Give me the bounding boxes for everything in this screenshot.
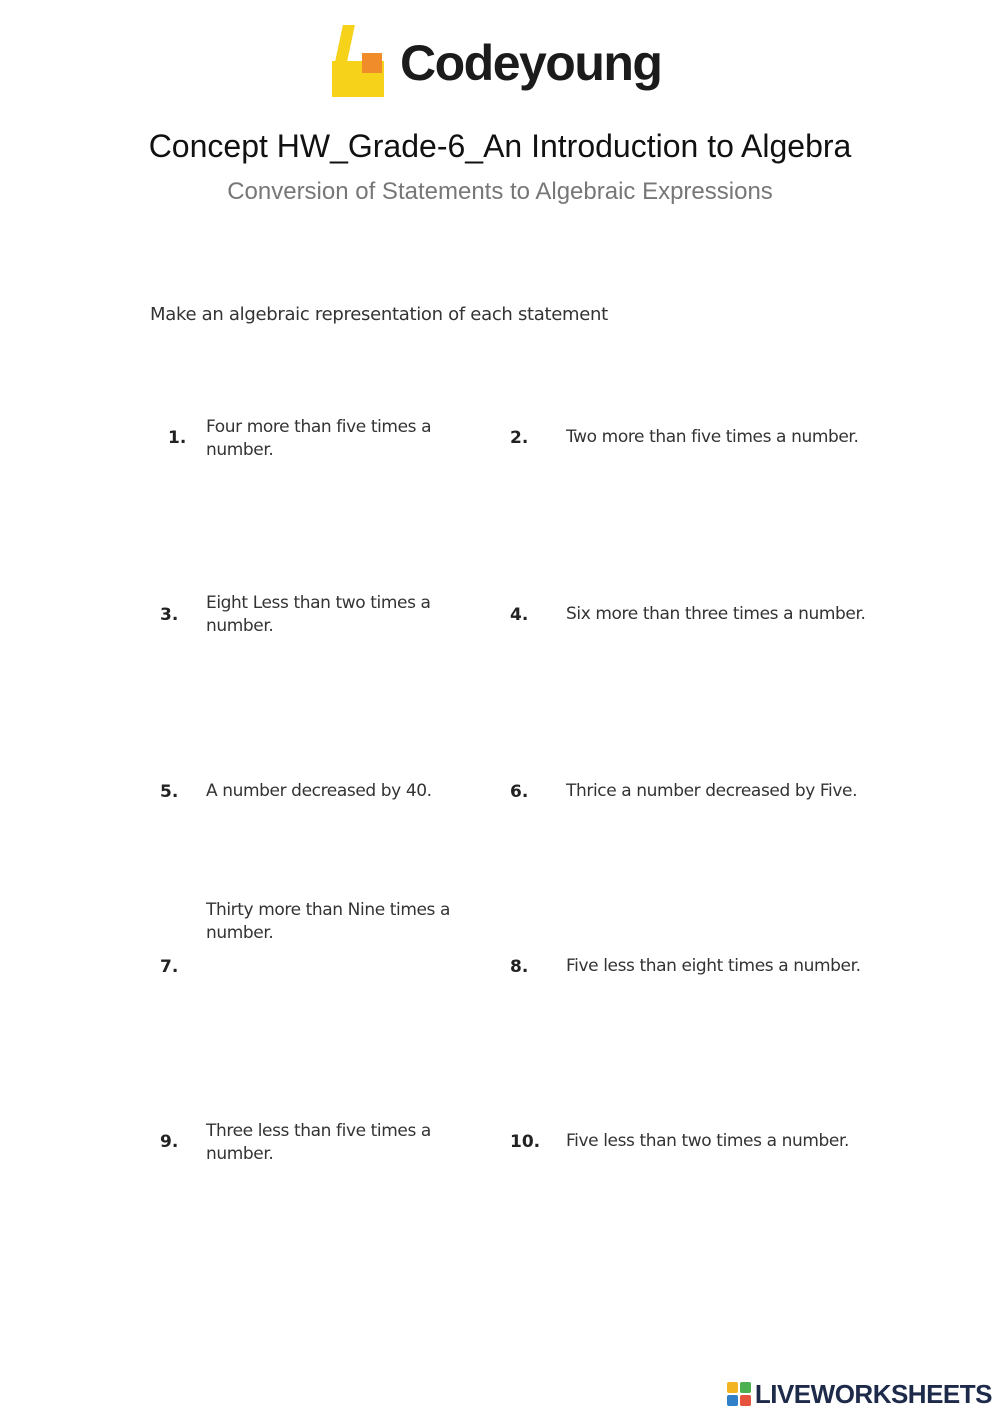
question-8-number: 8. — [510, 957, 529, 977]
question-4-text: Six more than three times a number. — [566, 604, 866, 624]
question-5-text: A number decreased by 40. — [206, 781, 432, 801]
question-3-text: Eight Less than two times a number. — [206, 593, 431, 636]
question-2-number: 2. — [510, 428, 529, 448]
question-10-text: Five less than two times a number. — [566, 1131, 849, 1151]
codeyoung-logo — [332, 22, 661, 104]
liveworksheets-icon — [727, 1382, 751, 1406]
codeyoung-logo-icon — [332, 25, 388, 101]
liveworksheets-logo — [727, 1379, 992, 1409]
page-subtitle: Conversion of Statements to Algebraic Expressions — [227, 178, 773, 205]
question-4-number: 4. — [510, 605, 529, 625]
question-7-number: 7. — [160, 957, 179, 977]
page-title: Concept HW_Grade-6_An Introduction to Algebra — [148, 128, 852, 164]
question-2-text: Two more than five times a number. — [566, 427, 859, 447]
logo-text: Codeyoung — [400, 35, 662, 91]
question-9-text: Three less than five times a number. — [206, 1121, 431, 1164]
question-6-text: Thrice a number decreased by Five. — [566, 781, 858, 801]
question-1-text: Four more than five times a number. — [206, 417, 432, 460]
liveworksheets-text: LIVEWORKSHEETS — [754, 1378, 992, 1409]
question-3-number: 3. — [160, 605, 179, 625]
question-6-number: 6. — [510, 782, 529, 802]
question-5-number: 5. — [160, 782, 179, 802]
question-8-text: Five less than eight times a number. — [566, 956, 861, 976]
question-10-number: 10. — [510, 1132, 541, 1152]
question-9-number: 9. — [160, 1132, 179, 1152]
question-7-text: Thirty more than Nine times a number. — [206, 900, 451, 943]
question-1-number: 1. — [168, 428, 187, 448]
instruction-text: Make an algebraic representation of each statement — [150, 304, 608, 325]
